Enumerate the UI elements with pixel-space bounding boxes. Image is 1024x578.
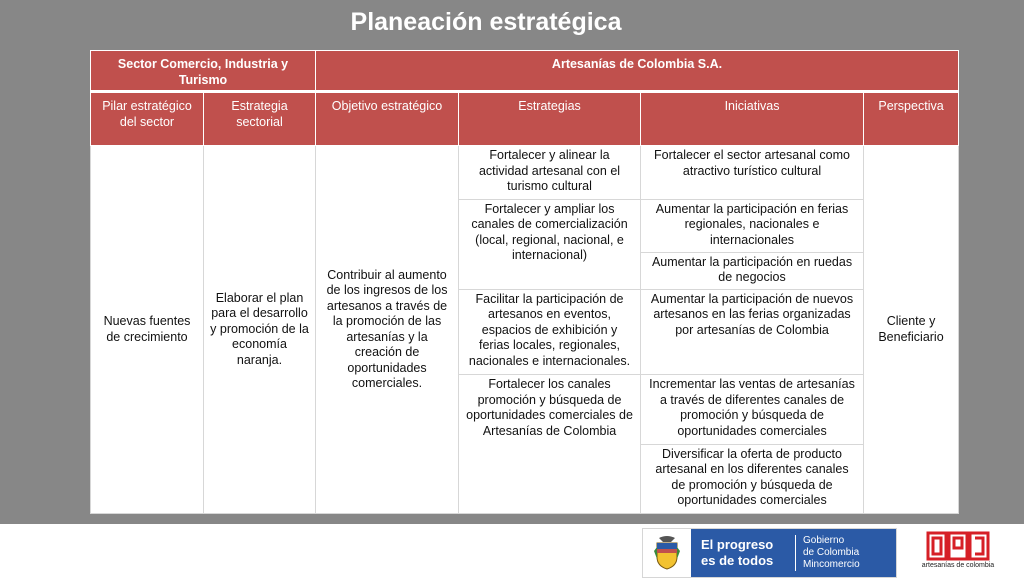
slide-title: Planeación estratégica [350, 8, 622, 36]
header-entity: Artesanías de Colombia S.A. [316, 51, 959, 92]
cell-pilar: Nuevas fuentes de crecimiento [91, 146, 204, 514]
col-header-estrategia-sectorial: Estrategia sectorial [204, 92, 316, 146]
strategy-table [90, 50, 958, 514]
col-header-objetivo: Objetivo estratégico [316, 92, 459, 146]
cell-iniciativa-2: Aumentar la participación en ferias regionales, nacionales e internacionales [641, 199, 864, 252]
artesanias-logo-text: artesanías de colombia [921, 562, 995, 569]
col-header-estrategias: Estrategias [459, 92, 641, 146]
progreso-line-1: El progreso [701, 537, 774, 552]
header-sector: Sector Comercio, Industria y Turismo [91, 51, 316, 92]
gobierno-line-2: de Colombia [803, 547, 860, 558]
cell-iniciativa-1: Fortalecer el sector artesanal como atractivo turístico cultural [641, 146, 864, 199]
footer [0, 524, 1024, 576]
cell-estrategia-sectorial: Elaborar el plan para el desarrollo y promoción de la economía naranja. [204, 146, 316, 514]
col-header-iniciativas: Iniciativas [641, 92, 864, 146]
gobierno-banner [642, 528, 897, 578]
cell-estrategia-4: Fortalecer los canales promoción y búsqueda de oportunidades comerciales de Artesanías de Colombia [459, 375, 641, 514]
table-column-headers [91, 92, 959, 146]
cell-iniciativa-4: Aumentar la participación de nuevos artesanos en las ferias organizadas por artesanías de Colombia [641, 289, 864, 374]
cell-iniciativa-6: Diversificar la oferta de producto artesanal en los diferentes canales de promoción y búsqueda de oportunidades comerciales [641, 444, 864, 513]
cell-estrategia-2: Fortalecer y ampliar los canales de comercialización (local, regional, nacional, e internacional) [459, 199, 641, 289]
banner-divider [795, 535, 796, 571]
cell-iniciativa-5: Incrementar las ventas de artesanías a través de diferentes canales de promoción y búsqueda de oportunidades comerciales [641, 375, 864, 444]
cell-objetivo: Contribuir al aumento de los ingresos de los artesanos a través de la promoción de las artesanías y la creación de oportunidades comerciales. [316, 146, 459, 514]
gobierno-text [803, 535, 860, 571]
cell-perspectiva: Cliente y Beneficiario [864, 146, 959, 514]
escudo-panel [643, 529, 691, 577]
cell-estrategia-1: Fortalecer y alinear la actividad artesanal con el turismo cultural [459, 146, 641, 199]
table-header-row [91, 51, 959, 92]
gobierno-line-3: Mincomercio [803, 559, 860, 570]
table-row [91, 146, 959, 199]
escudo-icon [653, 535, 681, 571]
cell-estrategia-3: Facilitar la participación de artesanos en eventos, espacios de exhibición y ferias locales, regionales, nacionales e internacionales. [459, 289, 641, 374]
progreso-slogan [701, 537, 773, 569]
progreso-line-2: es de todos [701, 553, 774, 568]
col-header-perspectiva: Perspectiva [864, 92, 959, 146]
gobierno-line-1: Gobierno [803, 535, 845, 546]
cell-iniciativa-3: Aumentar la participación en ruedas de negocios [641, 252, 864, 289]
col-header-pilar: Pilar estratégico del sector [91, 92, 204, 146]
